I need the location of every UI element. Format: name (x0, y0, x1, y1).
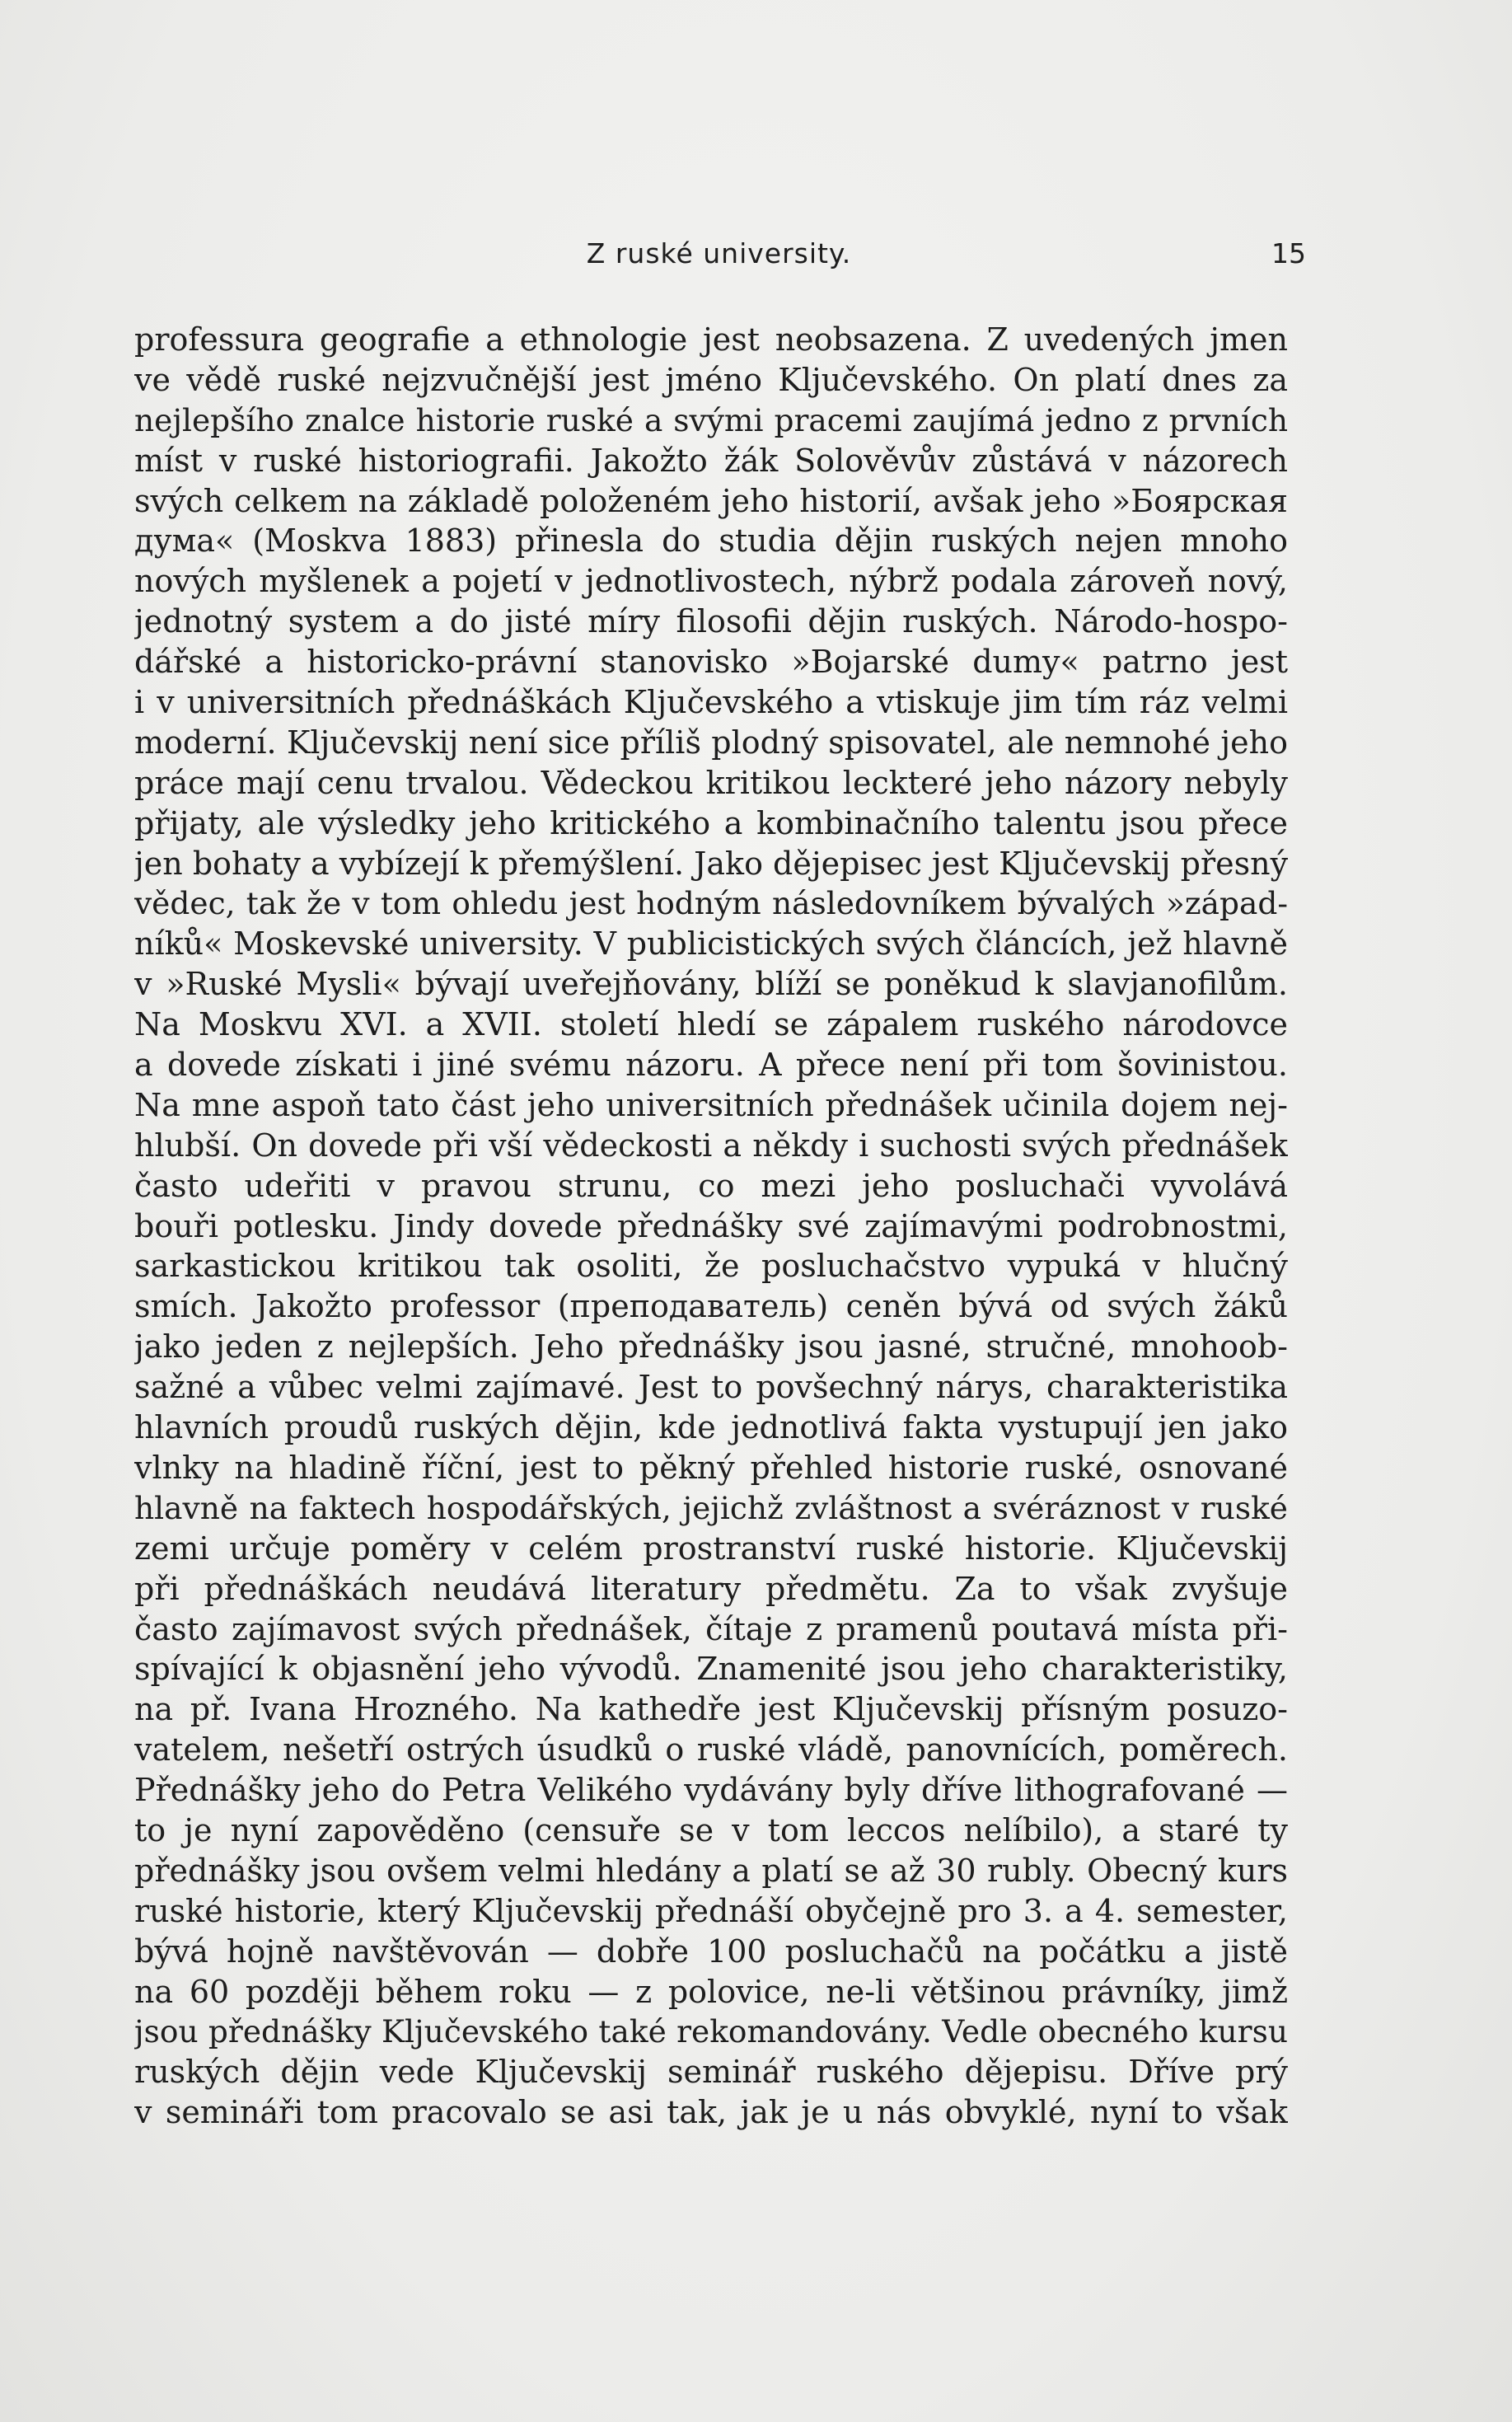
text-line: moderní. Ključevskij není sice příliš plodný spisovatel, ale nemnohé jeho (134, 724, 1288, 761)
text-line: vědec, tak že v tom ohledu jest hodným následovníkem bývalých »západ- (134, 885, 1288, 922)
text-line: dářské a historicko-právní stanovisko »Bojarské dumy« patrno jest (134, 644, 1288, 681)
text-line: hlavně na faktech hospodářských, jejichž zvláštnost a svéráznost v ruské (134, 1489, 1288, 1526)
text-line: hlubší. On dovede při vší vědeckosti a někdy i suchosti svých přednášek (134, 1127, 1288, 1164)
text-line: svých celkem na základě položeném jeho historií, avšak jeho »Боярская (134, 482, 1288, 519)
text-line: дума« (Moskva 1883) přinesla do studia dějin ruských nejen mnoho (134, 522, 1288, 560)
text-line: to je nyní zapověděno (censuře se v tom leccos nelíbilo), a staré ty (134, 1811, 1288, 1848)
text-line: nových myšlenek a pojetí v jednotlivostech, nýbrž podala zároveň nový, (134, 563, 1288, 600)
text-line: na př. Ivana Hrozného. Na kathedře jest Ključevskij přísným posuzo- (134, 1691, 1288, 1728)
text-line: často zajímavost svých přednášek, čítaje z pramenů poutavá místa při- (134, 1610, 1288, 1647)
text-line: v semináři tom pracovalo se asi tak, jak je u nás obvyklé, nyní to však (134, 2094, 1288, 2131)
text-line: sažné a vůbec velmi zajímavé. Jest to povšechný nárys, charakteristika (134, 1369, 1288, 1406)
text-line: často udeřiti v pravou strunu, co mezi jeho posluchači vyvolává (134, 1167, 1288, 1204)
text-line: Na Moskvu XVI. a XVII. století hledí se zápalem ruského národovce (134, 1006, 1288, 1043)
text-line: zemi určuje poměry v celém prostranství ruské historie. Ključevskij (134, 1530, 1288, 1567)
text-line: professura geografie a ethnologie jest neobsazena. Z uvedených jmen (134, 321, 1288, 358)
text-line: jako jeden z nejlepších. Jeho přednášky jsou jasné, stručné, mnohoob- (134, 1328, 1288, 1366)
text-line: jen bohaty a vybízejí k přemýšlení. Jako dějepisec jest Ključevskij přesný (134, 845, 1288, 882)
text-line: hlavních proudů ruských dějin, kde jednotlivá fakta vystupují jen jako (134, 1409, 1288, 1446)
text-line: na 60 později během roku — z polovice, ne-li většinou právníky, jimž (134, 1973, 1288, 2010)
text-line: ruské historie, který Ključevskij přednáší obyčejně pro 3. a 4. semester, (134, 1892, 1288, 1929)
page-number: 15 (1271, 237, 1306, 269)
body-text (134, 320, 1288, 2133)
text-line: přijaty, ale výsledky jeho kritického a kombinačního talentu jsou přece (134, 804, 1288, 841)
text-line: bouři potlesku. Jindy dovede přednášky své zajímavými podrobnostmi, (134, 1207, 1288, 1244)
text-line: nejlepšího znalce historie ruské a svými pracemi zaujímá jedno z prvních (134, 401, 1288, 438)
running-title: Z ruské university. (586, 237, 852, 269)
text-line: v »Ruské Mysli« bývají uveřejňovány, blíží se poněkud k slavjanofilům. (134, 966, 1288, 1003)
text-line: práce mají cenu trvalou. Vědeckou kritikou leckteré jeho názory nebyly (134, 764, 1288, 801)
text-line: níků« Moskevské university. V publicistických svých článcích, jež hlavně (134, 925, 1288, 963)
text-line: míst v ruské historiografii. Jakožto žák Solověvův zůstává v názorech (134, 442, 1288, 479)
text-line: a dovede získati i jiné svému názoru. A přece není při tom šovinistou. (134, 1047, 1288, 1084)
text-line: i v universitních přednáškách Ključevského a vtiskuje jim tím ráz velmi (134, 684, 1288, 721)
text-line: přednášky jsou ovšem velmi hledány a platí se až 30 rubly. Obecný kurs (134, 1852, 1288, 1889)
text-line: jednotný system a do jisté míry filosofii dějin ruských. Národo-hospo- (134, 603, 1288, 640)
text-line: smích. Jakožto professor (преподаватель) ceněn bývá od svých žáků (134, 1288, 1288, 1325)
text-line: spívající k objasnění jeho vývodů. Znamenité jsou jeho charakteristiky, (134, 1651, 1288, 1688)
text-line: sarkastickou kritikou tak osoliti, že posluchačstvo vypuká v hlučný (134, 1248, 1288, 1285)
text-line: při přednáškách neudává literatury předmětu. Za to však zvyšuje (134, 1570, 1288, 1607)
text-line: vlnky na hladině říční, jest to pěkný přehled historie ruské, osnované (134, 1449, 1288, 1486)
text-line: bývá hojně navštěvován — dobře 100 posluchačů na počátku a jistě (134, 1932, 1288, 1970)
text-line: vatelem, nešetří ostrých úsudků o ruské vládě, panovnících, poměrech. (134, 1731, 1288, 1768)
text-line: ruských dějin vede Ključevskij seminář ruského dějepisu. Dříve prý (134, 2054, 1288, 2091)
text-line: jsou přednášky Ključevského také rekomandovány. Vedle obecného kursu (134, 2013, 1288, 2050)
text-line: Na mne aspoň tato část jeho universitních přednášek učinila dojem nej- (134, 1086, 1288, 1123)
text-line: ve vědě ruské nejzvučnější jest jméno Ključevského. On platí dnes za (134, 361, 1288, 398)
text-line: Přednášky jeho do Petra Velikého vydávány byly dříve lithografované — (134, 1772, 1288, 1809)
page-header (132, 237, 1306, 287)
